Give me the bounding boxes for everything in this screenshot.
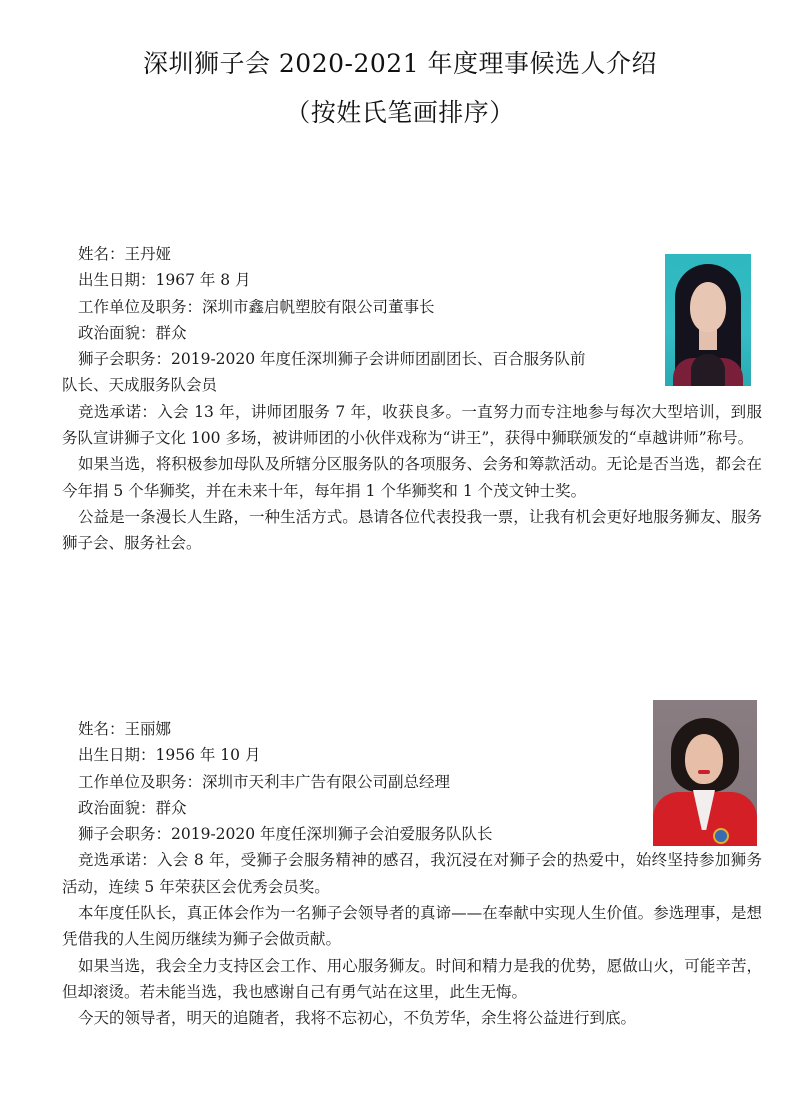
candidate-profile-2 [62, 716, 762, 1032]
candidate-work: 工作单位及职务：深圳市天利丰广告有限公司副总经理 [78, 772, 451, 791]
candidate-name: 姓名：王丹娅 [78, 245, 172, 263]
document-title: 深圳狮子会 2020-2021 年度理事候选人介绍 [142, 49, 658, 78]
candidate-birth-date: 出生日期：1967 年 8 月 [78, 271, 251, 290]
candidate-paragraph: 如果当选，将积极参加母队及所辖分区服务队的各项服务、会务和筹款活动。无论是否当选，都会在今年捐 5 个华狮奖，并在未来十年，每年捐 1 个华狮奖和 1 个茂文钟士奖。 [62, 455, 762, 500]
candidate-paragraph: 公益是一条漫长人生路，一种生活方式。恳请各位代表投我一票，让我有机会更好地服务狮友、服务狮子会、服务社会。 [62, 507, 762, 553]
document-subtitle: （按姓氏笔画排序） [285, 98, 515, 127]
candidate-paragraph: 本年度任队长，真正体会作为一名狮子会领导者的真谛——在奉献中实现人生价值。参选理事，是想凭借我的人生阅历继续为狮子会做贡献。 [62, 904, 762, 949]
candidate-profile-1 [62, 241, 762, 557]
candidate-pledge: 竞选承诺：入会 8 年，受狮子会服务精神的感召，我沉浸在对狮子会的热爱中，始终坚持参加狮务活动，连续 5 年荣获区会优秀会员奖。 [62, 851, 762, 896]
candidate-lions-role: 狮子会职务：2019-2020 年度任深圳狮子会讲师团副团长、百合服务队前 [78, 350, 586, 369]
candidate-work: 工作单位及职务：深圳市鑫启帆塑胶有限公司董事长 [78, 297, 435, 316]
candidate-lions-role: 狮子会职务：2019-2020 年度任深圳狮子会泊爱服务队队长 [78, 825, 493, 844]
candidate-paragraph: 如果当选，我会全力支持区会工作、用心服务狮友。时间和精力是我的优势，愿做山火，可能辛苦，但却滚烫。若未能当选，我也感谢自己有勇气站在这里，此生无悔。 [62, 956, 762, 1001]
candidate-political-status: 政治面貌：群众 [78, 323, 187, 342]
candidate-birth-date: 出生日期：1956 年 10 月 [78, 746, 261, 765]
candidate-name: 姓名：王丽娜 [78, 720, 172, 738]
candidate-paragraph: 今天的领导者，明天的追随者，我将不忘初心，不负芳华，余生将公益进行到底。 [78, 1009, 637, 1028]
candidate-political-status: 政治面貌：群众 [78, 798, 187, 817]
candidate-pledge: 竞选承诺：入会 13 年，讲师团服务 7 年，收获良多。一直努力而专注地参与每次大型培训，到服务队宣讲狮子文化 100 多场，被讲师团的小伙伴戏称为“讲王”，获得中狮联颁发的“卓越讲师”称号。 [62, 402, 762, 448]
candidate-lions-role-cont: 队长、天成服务队会员 [62, 376, 218, 395]
